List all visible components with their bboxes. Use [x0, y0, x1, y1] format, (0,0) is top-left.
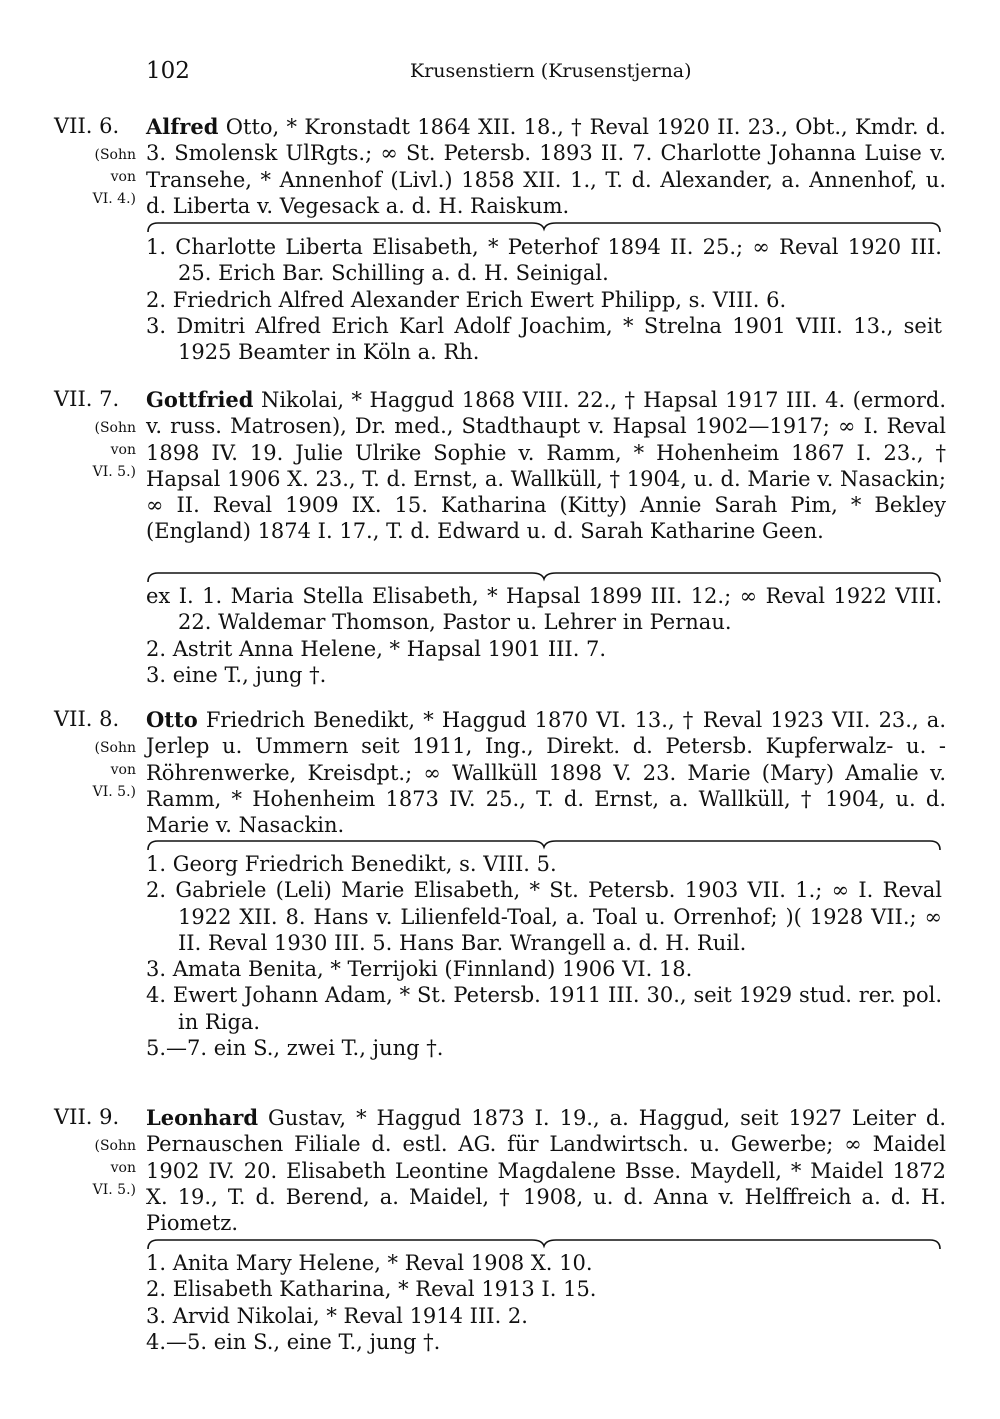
child-entry: 2. Friedrich Alfred Alexander Erich Ewert Philipp, s. VIII. 6. — [146, 287, 787, 312]
children-list — [146, 234, 942, 365]
page-number: 102 — [146, 58, 190, 84]
child-entry: 4.—5. ein S., eine T., jung †. — [146, 1329, 441, 1354]
running-title: Krusenstiern (Krusenstjerna) — [410, 60, 692, 82]
entry-description: Friedrich Benedikt, * Haggud 1870 VI. 13., † Reval 1923 VII. 23., a. Jerlep u. Ummern seit 1911, Ing., Direkt. d. Petersb. Kupferwalz- u. -Röhrenwerke, Kreisdpt.; ∞ Wallküll 1898 V. 23. Marie (Mary) Amalie v. Ramm, * Hohenheim 1873 IV. 25., T. d. Ernst, a. Wallküll, † 1904, u. d. Marie v. Nasackin. — [146, 708, 946, 838]
entry-description: Otto, * Kronstadt 1864 XII. 18., † Reval 1920 II. 23., Obt., Kmdr. d. 3. Smolensk UlRgts.; ∞ St. Petersb. 1893 II. 7. Charlotte Johanna Luise v. Transehe, * Annenhof (Livl.) 1858 XII. 1., T. d. Alexander, a. Annenhof, u. d. Liberta v. Vegesack a. d. H. Raiskum. — [146, 115, 946, 218]
entry-text — [146, 387, 946, 545]
child-entry: 3. Arvid Nikolai, * Reval 1914 III. 2. — [146, 1303, 528, 1328]
entry-description: Nikolai, * Haggud 1868 VIII. 22., † Hapsal 1917 III. 4. (ermord. v. russ. Matrosen), Dr. med., Stadthaupt v. Hapsal 1902—1917; ∞ I. Reval 1898 IV. 19. Julie Ulrike Sophie v. Ramm, * Hohenheim 1867 I. 23., † Hapsal 1906 X. 23., T. d. Ernst, a. Wallküll, † 1904, u. d. Marie v. Nasackin; ∞ II. Reval 1909 IX. 15. Katharina (Kitty) Annie Sarah Pim, * Bekley (England) 1874 I. 17., T. d. Edward u. d. Sarah Katharine Geen. — [146, 388, 946, 544]
parent-ref-line: VI. 4.) — [92, 191, 136, 207]
child-entry: 3. Dmitri Alfred Erich Karl Adolf Joachim, * Strelna 1901 VIII. 13., seit 1925 Beamter in Köln a. Rh. — [146, 313, 942, 365]
page-header — [0, 58, 1000, 94]
entry-text — [146, 114, 946, 219]
parent-ref-line: von — [110, 1160, 136, 1176]
parent-ref-line: (Sohn — [94, 147, 136, 163]
parent-reference — [60, 1135, 136, 1201]
parent-ref-line: von — [110, 442, 136, 458]
child-entry: 3. eine T., jung †. — [146, 662, 327, 687]
children-list — [146, 583, 942, 688]
parent-ref-line: (Sohn — [94, 740, 136, 756]
parent-ref-line: VI. 5.) — [92, 784, 136, 800]
children-brace — [146, 571, 942, 583]
parent-ref-line: von — [110, 169, 136, 185]
generation-number: VII. 6. — [54, 114, 120, 138]
children-brace — [146, 221, 942, 233]
generation-number: VII. 8. — [54, 707, 120, 731]
child-entry: 3. Amata Benita, * Terrijoki (Finnland) 1906 VI. 18. — [146, 957, 693, 982]
parent-ref-line: (Sohn — [94, 420, 136, 436]
parent-ref-line: (Sohn — [94, 1138, 136, 1154]
entry-name: Leonhard — [146, 1105, 259, 1130]
entry-description: Gustav, * Haggud 1873 I. 19., a. Haggud, seit 1927 Leiter d. Pernauschen Filiale d. estl. AG. für Landwirtsch. u. Gewerbe; ∞ Maidel 1902 IV. 20. Elisabeth Leontine Magdalene Bsse. Maydell, * Maidel 1872 X. 19., T. d. Berend, a. Maidel, † 1908, u. d. Anna v. Helffreich a. d. H. Piometz. — [146, 1106, 946, 1236]
entry-name: Gottfried — [146, 387, 254, 412]
parent-reference — [60, 144, 136, 210]
parent-ref-line: von — [110, 762, 136, 778]
entry-name: Otto — [146, 707, 198, 732]
generation-number: VII. 7. — [54, 387, 120, 411]
entry-name: Alfred — [146, 114, 219, 139]
child-entry: 2. Elisabeth Katharina, * Reval 1913 I. 15. — [146, 1277, 597, 1302]
parent-ref-line: VI. 5.) — [92, 1182, 136, 1198]
parent-reference — [60, 417, 136, 483]
child-entry: 2. Gabriele (Leli) Marie Elisabeth, * St. Petersb. 1903 VII. 1.; ∞ I. Reval 1922 XII. 8. Hans v. Lilienfeld-Toal, a. Toal u. Orrenhof; )( 1928 VII.; ∞ II. Reval 1930 III. 5. Hans Bar. Wrangell a. d. H. Ruil. — [146, 878, 942, 955]
parent-ref-line: VI. 5.) — [92, 464, 136, 480]
children-brace — [146, 1238, 942, 1250]
parent-reference — [60, 737, 136, 803]
entry-text — [146, 1105, 946, 1236]
generation-number: VII. 9. — [54, 1105, 120, 1129]
child-entry: 1. Georg Friedrich Benedikt, s. VIII. 5. — [146, 852, 557, 876]
child-entry: 5.—7. ein S., zwei T., jung †. — [146, 1036, 444, 1061]
children-list — [146, 851, 942, 1061]
child-entry: ex I. 1. Maria Stella Elisabeth, * Hapsal 1899 III. 12.; ∞ Reval 1922 VIII. 22. Waldemar Thomson, Pastor u. Lehrer in Pernau. — [146, 584, 942, 635]
child-entry: 1. Charlotte Liberta Elisabeth, * Peterhof 1894 II. 25.; ∞ Reval 1920 III. 25. Erich Bar. Schilling a. d. H. Seinigal. — [146, 235, 942, 286]
children-brace — [146, 839, 942, 851]
child-entry: 2. Astrit Anna Helene, * Hapsal 1901 III. 7. — [146, 636, 607, 661]
child-entry: 4. Ewert Johann Adam, * St. Petersb. 1911 III. 30., seit 1929 stud. rer. pol. in Riga. — [146, 983, 942, 1034]
entry-text — [146, 707, 946, 838]
children-list — [146, 1250, 942, 1355]
child-entry: 1. Anita Mary Helene, * Reval 1908 X. 10. — [146, 1251, 593, 1275]
